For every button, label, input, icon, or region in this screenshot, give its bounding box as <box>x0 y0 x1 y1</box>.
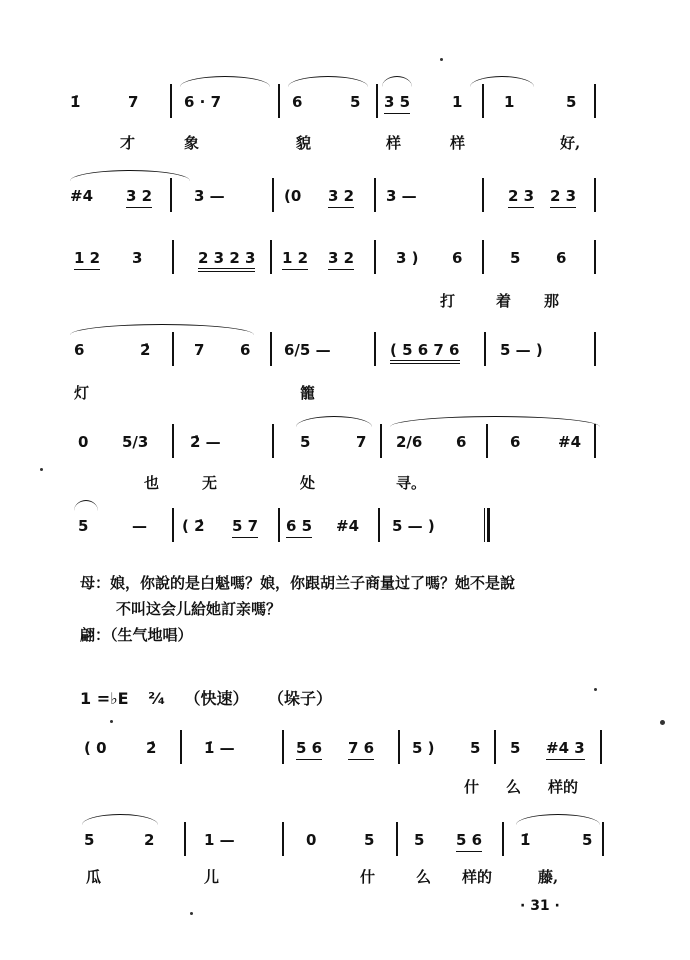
slur <box>382 76 412 87</box>
barline <box>594 178 596 212</box>
note-group: 7 6 <box>348 738 374 760</box>
slur <box>516 814 600 825</box>
slur <box>296 416 372 427</box>
note: 2̇ <box>140 341 151 359</box>
barline <box>494 730 496 764</box>
barline <box>594 240 596 274</box>
barline <box>600 730 602 764</box>
lyric: 也 <box>144 474 160 492</box>
lyrics-line-3 <box>60 290 620 314</box>
lyric: 样 <box>386 134 402 152</box>
note: 5 <box>510 739 521 757</box>
note-group: 3 2 <box>328 248 354 270</box>
scan-speck <box>190 912 193 915</box>
note-group: 2 3 <box>508 186 534 208</box>
dialogue-line: 不叫这会儿給她訂亲嗎？ <box>116 600 282 618</box>
note: 5 <box>510 249 521 267</box>
slur <box>70 324 254 335</box>
barline <box>272 424 274 458</box>
barline <box>482 240 484 274</box>
lyric: 么 <box>416 868 432 886</box>
barline <box>170 84 172 118</box>
note: ( 2̇ <box>182 517 205 535</box>
time-signature: ²⁄₄ <box>148 689 165 708</box>
score-system-8 <box>60 830 620 866</box>
note: 1 — <box>204 831 235 849</box>
key-signature-line <box>80 686 500 709</box>
lyric: 什 <box>464 778 480 796</box>
lyrics-line-4 <box>60 382 620 406</box>
barline <box>282 730 284 764</box>
lyric: 样 <box>450 134 466 152</box>
barline <box>172 332 174 366</box>
note-group: 2 3 <box>550 186 576 208</box>
barline <box>484 332 486 366</box>
barline <box>172 424 174 458</box>
note-group: ( 5 6 7 6 <box>390 340 460 364</box>
key-signature: 1 =♭E <box>80 689 129 708</box>
note-group: #4 3 <box>546 738 585 760</box>
note: 2̇ <box>146 739 157 757</box>
lyric: 寻。 <box>396 474 427 492</box>
slur <box>470 76 534 87</box>
barline <box>602 822 604 856</box>
lyric: 灯 <box>74 384 90 402</box>
lyric: 么 <box>506 778 522 796</box>
barline <box>594 84 596 118</box>
note: 6 <box>510 433 521 451</box>
note: 5 <box>566 93 577 111</box>
note: 2̇ — <box>190 433 221 451</box>
note: 1̇ — <box>204 739 235 757</box>
lyric: 瓜 <box>86 868 102 886</box>
lyric: 才 <box>120 134 136 152</box>
barline <box>172 508 174 542</box>
lyric: 象 <box>184 134 200 152</box>
barline <box>482 84 484 118</box>
score-system-3 <box>60 248 620 284</box>
barline <box>272 178 274 212</box>
note-group: 1 2 <box>74 248 100 270</box>
score-system-4 <box>60 340 620 376</box>
barline <box>374 178 376 212</box>
note-group: 3 5 <box>384 92 410 114</box>
barline <box>282 822 284 856</box>
lyrics-line-8 <box>60 866 620 890</box>
barline <box>180 730 182 764</box>
barline <box>594 332 596 366</box>
note: — <box>132 517 147 535</box>
lyric: 籠 <box>300 384 316 402</box>
note: (0 <box>284 187 302 205</box>
note: 6 <box>292 93 303 111</box>
note: 5 ) <box>412 739 435 757</box>
score-system-2 <box>60 186 620 222</box>
barline <box>398 730 400 764</box>
barline <box>376 84 378 118</box>
note: 7 <box>128 93 139 111</box>
lyric: 藤, <box>538 868 559 886</box>
barline <box>380 424 382 458</box>
lyric: 样的 <box>548 778 579 796</box>
note: 3 — <box>386 187 417 205</box>
lyric: 貌 <box>296 134 312 152</box>
note: 5/3 <box>122 433 149 451</box>
note: 1 <box>452 93 463 111</box>
note-group: 5 6 <box>456 830 482 852</box>
note: 3 ) <box>396 249 419 267</box>
barline <box>172 240 174 274</box>
note: 1̇ <box>520 831 531 849</box>
barline <box>482 178 484 212</box>
note: 5 <box>84 831 95 849</box>
note: 5 — ) <box>392 517 435 535</box>
note-group: 5 7 <box>232 516 258 538</box>
barline <box>278 508 280 542</box>
note: 3 <box>132 249 143 267</box>
barline <box>270 332 272 366</box>
barline <box>502 822 504 856</box>
barline <box>396 822 398 856</box>
note: 6 · 7 <box>184 93 222 111</box>
note: ( 0 <box>84 739 107 757</box>
note: #4 <box>70 187 94 205</box>
scan-speck <box>660 720 665 725</box>
note: 6/5 — <box>284 341 331 359</box>
note: 6 <box>556 249 567 267</box>
note-group: 5 6 <box>296 738 322 760</box>
note: 5 <box>350 93 361 111</box>
slur <box>288 76 368 87</box>
barline <box>170 178 172 212</box>
lyric: 着 <box>496 292 512 310</box>
final-barline <box>484 508 490 542</box>
lyric: 处 <box>300 474 316 492</box>
note: 0 <box>78 433 89 451</box>
note: 5 <box>414 831 425 849</box>
note: 5 <box>470 739 481 757</box>
note: 6 <box>452 249 463 267</box>
note: 1 <box>504 93 515 111</box>
barline <box>374 240 376 274</box>
tempo-marking: （快速） <box>184 689 249 708</box>
note: 7 <box>356 433 367 451</box>
slur <box>390 416 600 427</box>
slur <box>82 814 158 825</box>
lyric: 什 <box>360 868 376 886</box>
note: 1̇ <box>70 93 81 111</box>
note: 0 <box>306 831 317 849</box>
barline <box>378 508 380 542</box>
note: 5 <box>364 831 375 849</box>
note-group: 6 5 <box>286 516 312 538</box>
lyrics-line-1 <box>60 132 620 156</box>
score-system-7 <box>60 738 620 774</box>
scan-speck <box>440 58 443 61</box>
lyric: 样的 <box>462 868 493 886</box>
score-system-1 <box>60 92 620 128</box>
scan-speck <box>594 688 597 691</box>
barline <box>278 84 280 118</box>
note: 5 — ) <box>500 341 543 359</box>
lyric: 儿 <box>204 868 220 886</box>
lyrics-line-5 <box>60 472 620 496</box>
dialogue-line: 母：娘，你說的是白魁嗎？娘，你跟胡兰子商量过了嗎？她不是說 <box>80 574 516 592</box>
note: #4 <box>558 433 582 451</box>
scan-speck <box>40 468 43 471</box>
note: 5 <box>300 433 311 451</box>
note: 7 <box>194 341 205 359</box>
lyric: 好, <box>560 134 581 152</box>
note: 3 — <box>194 187 225 205</box>
barline <box>270 240 272 274</box>
note: #4 <box>336 517 360 535</box>
page-number: · 31 · <box>520 898 560 914</box>
form-marking: （垛子） <box>268 689 333 708</box>
speaker-direction: 翩：（生气地唱） <box>80 626 193 644</box>
barline <box>594 424 596 458</box>
note: 2 <box>144 831 155 849</box>
scan-speck <box>110 720 113 723</box>
barline <box>374 332 376 366</box>
note: 5 <box>78 517 89 535</box>
score-system-5 <box>60 432 620 468</box>
barline <box>184 822 186 856</box>
note: 2/6 <box>396 433 423 451</box>
lyric: 无 <box>202 474 218 492</box>
lyric: 那 <box>544 292 560 310</box>
note: 6 <box>240 341 251 359</box>
note: 6 <box>74 341 85 359</box>
note: 5 <box>582 831 593 849</box>
note-group: 1 2 <box>282 248 308 270</box>
lyric: 打 <box>440 292 456 310</box>
slur <box>74 500 98 511</box>
barline <box>486 424 488 458</box>
score-system-6 <box>60 516 620 552</box>
note-group: 2 3 2 3 <box>198 248 255 272</box>
slur <box>70 170 190 181</box>
slur <box>180 76 270 87</box>
lyrics-line-7 <box>60 776 620 800</box>
note-group: 3 2 <box>126 186 152 208</box>
note: 6 <box>456 433 467 451</box>
dialogue-block <box>80 570 620 648</box>
note-group: 3 2 <box>328 186 354 208</box>
